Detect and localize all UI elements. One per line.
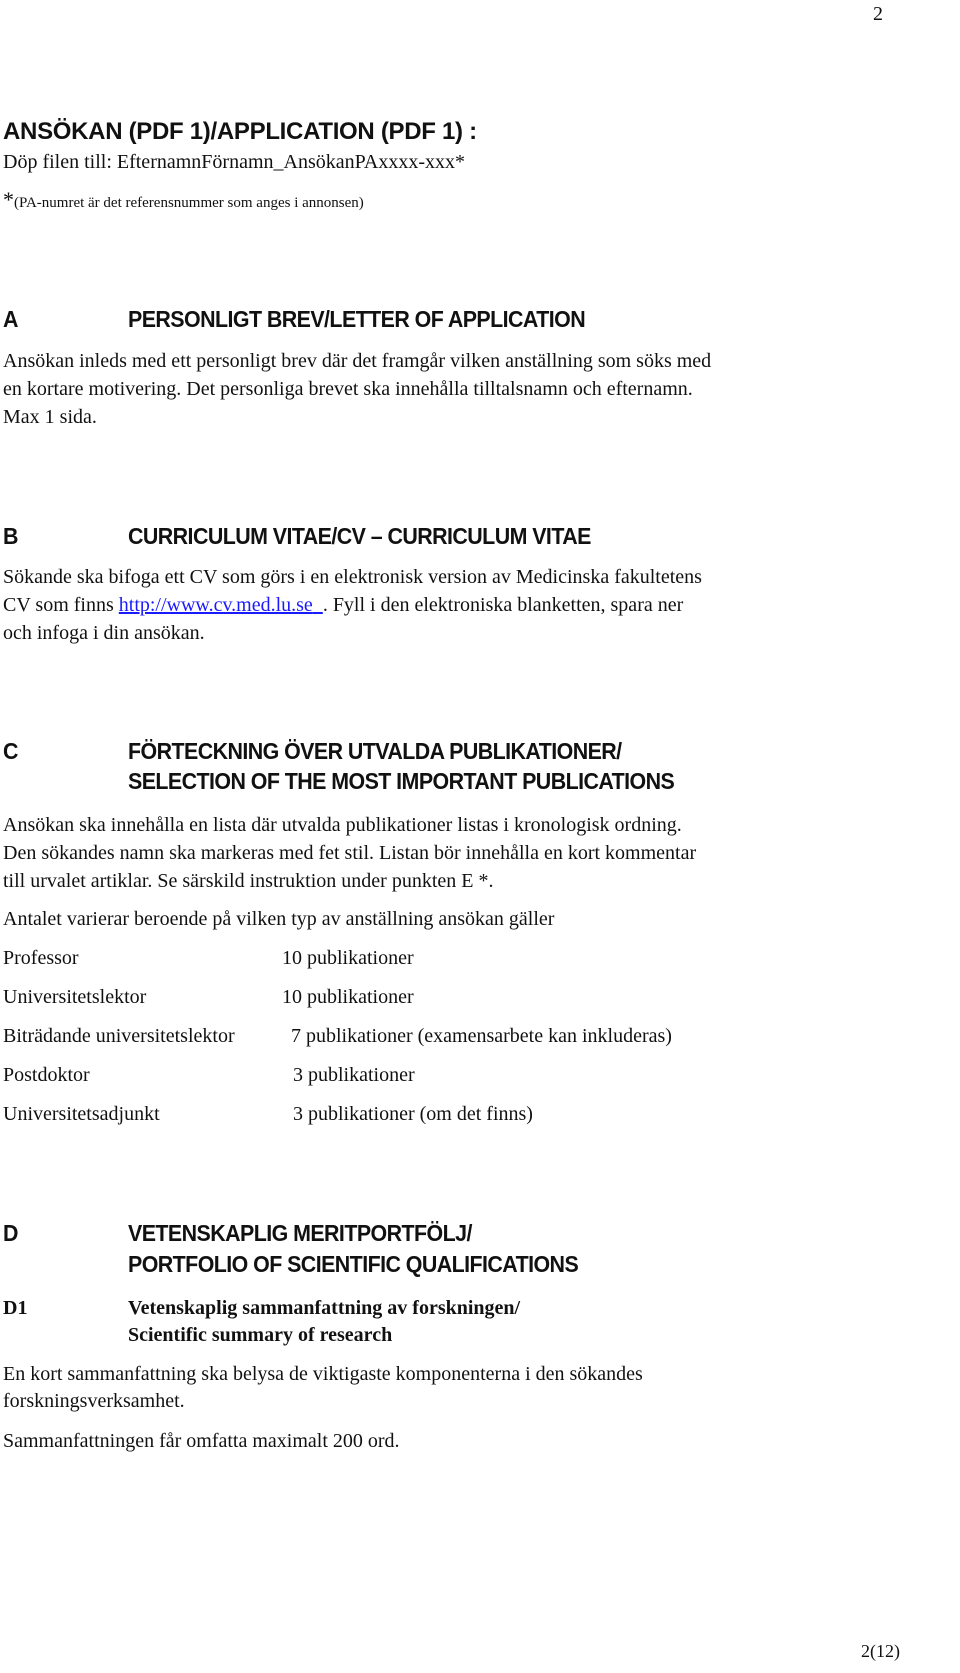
section-a-letter: A [3,306,18,332]
section-d-line-2: forskningsverksamhet. [3,1390,185,1412]
publication-count: 3 publikationer (om det finns) [293,1103,533,1125]
cv-link-trail [313,594,323,616]
section-d-heading-line-2: PORTFOLIO OF SCIENTIFIC QUALIFICATIONS [128,1251,579,1277]
section-b-line-2-end: . Fyll i den elektroniska blanketten, spara ner [322,594,684,616]
word-limit-note: Sammanfattningen får omfatta maximalt 200 ord. [3,1430,400,1452]
publication-count: 10 publikationer [282,986,414,1008]
subsection-d1-label: D1 [3,1297,28,1319]
filename-instruction: Döp filen till: EfternamnFörnamn_AnsökanPAxxxx-xxx* [3,151,465,173]
subsection-d1-heading-line-1: Vetenskaplig sammanfattning av forskningen/ [128,1297,521,1319]
publication-table-intro: Antalet varierar beroende på vilken typ av anställning ansökan gäller [3,908,555,930]
section-b-heading: CURRICULUM VITAE/CV – CURRICULUM VITAE [128,523,591,549]
role-label: Professor [3,947,79,969]
section-b-letter: B [3,523,18,549]
section-c-line-1: Ansökan ska innehålla en lista där utvalda publikationer listas i kronologisk ordning. [3,814,682,836]
role-label: Postdoktor [3,1064,90,1086]
section-b-line-2 [3,591,683,619]
section-b-line-2-start: CV som finns [3,594,119,616]
role-label: Universitetslektor [3,986,147,1008]
publication-count: 7 publikationer (examensarbete kan inkluderas) [291,1025,672,1047]
subsection-d1-heading-line-2: Scientific summary of research [128,1324,393,1346]
section-c-letter: C [3,738,18,764]
document-title: ANSÖKAN (PDF 1)/APPLICATION (PDF 1) : [3,118,477,145]
section-a-heading: PERSONLIGT BREV/LETTER OF APPLICATION [128,306,586,332]
section-d-letter: D [3,1220,18,1246]
section-a-line-3: Max 1 sida. [3,406,97,428]
role-label: Biträdande universitetslektor [3,1025,235,1047]
cv-link[interactable]: http://www.cv.med.lu.se [118,594,313,616]
section-b-line-1: Sökande ska bifoga ett CV som görs i en elektronisk version av Medicinska fakultetens [3,566,702,588]
page-footer: 2(12) [861,1641,900,1661]
note-text: (PA-numret är det referensnummer som anges i annonsen) [14,195,364,211]
section-c-heading-line-1: FÖRTECKNING ÖVER UTVALDA PUBLIKATIONER/ [128,738,622,764]
section-c-heading-line-2: SELECTION OF THE MOST IMPORTANT PUBLICATIONS [128,768,675,794]
role-label: Universitetsadjunkt [3,1103,160,1125]
note-star: * [3,187,14,212]
page-number: 2 [873,3,883,25]
section-c-line-3: till urvalet artiklar. Se särskild instruktion under punkten E *. [3,870,494,892]
section-a-line-1: Ansökan inleds med ett personligt brev där det framgår vilken anställning som söks med [3,350,712,372]
publication-count: 3 publikationer [293,1064,415,1086]
section-d-line-1: En kort sammanfattning ska belysa de viktigaste komponenterna i den sökandes [3,1363,643,1385]
publication-count: 10 publikationer [282,947,414,969]
section-c-line-2: Den sökandes namn ska markeras med fet stil. Listan bör innehålla en kort kommentar [3,842,697,864]
section-b-line-3: och infoga i din ansökan. [3,622,205,644]
section-d-heading-line-1: VETENSKAPLIG MERITPORTFÖLJ/ [128,1220,472,1246]
section-a-line-2: en kortare motivering. Det personliga brevet ska innehålla tilltalsnamn och efternamn. [3,378,693,400]
pa-number-note [3,186,364,217]
